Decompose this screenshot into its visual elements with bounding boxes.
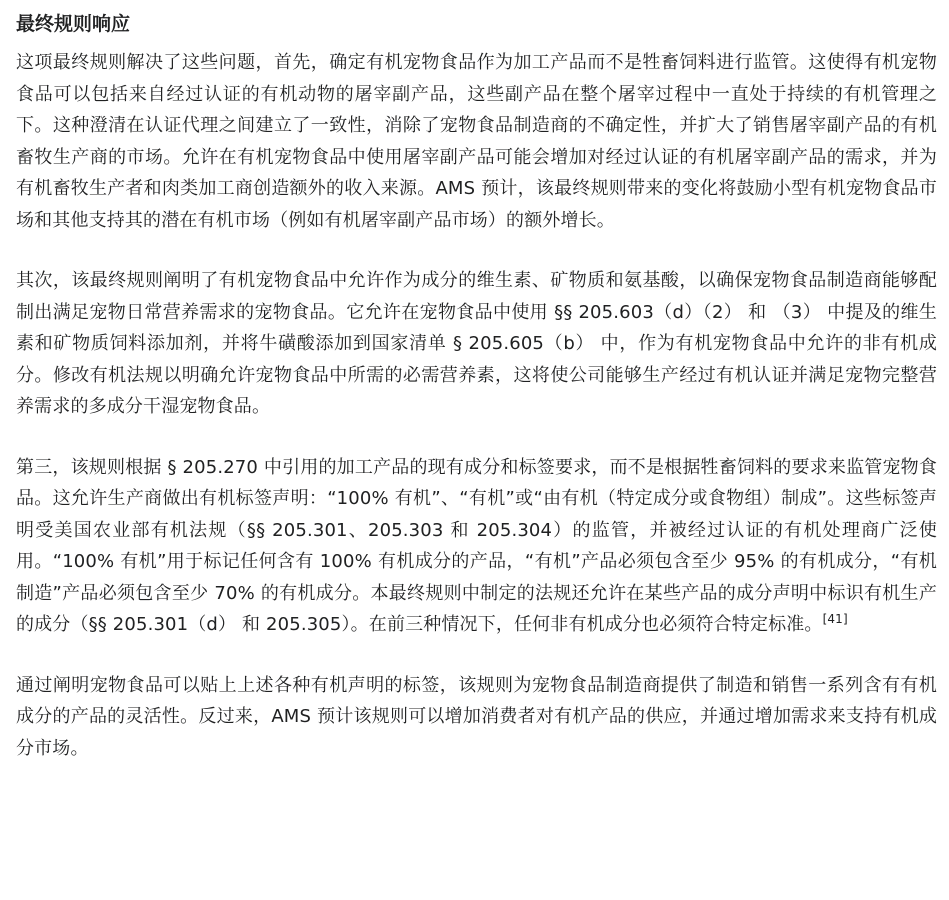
paragraph-text: 通过阐明宠物食品可以贴上上述各种有机声明的标签，该规则为宠物食品制造商提供了制造和销售一系列含有有机成分的产品的灵活性。反过来，AMS 预计该规则可以增加消费者对有机产品的供应，并通过增加需求来支持有机成分市场。 — [16, 674, 937, 759]
paragraph-pet-food-regulation — [16, 47, 937, 236]
paragraph-text: 第三，该规则根据 § 205.270 中引用的加工产品的现有成分和标签要求，而不是根据牲畜饲料的要求来监管宠物食品。这允许生产商做出有机标签声明：“100% 有机”、“有机”或“由有机（特定成分或食物组）制成”。这些标签声明受美国农业部有机法规（§§ 205.301、205.303 和 205.304）的监管，并被经过认证的有机处理商广泛使用。“100% 有机”用于标记任何含有 100% 有机成分的产品，“有机”产品必须包含至少 95% 的有机成分，“有机制造”产品必须包含至少 70% 的有机成分。本最终规则中制定的法规还允许在某些产品的成分声明中标识有机生产的成分（§§ 205.301（d） 和 205.305）。在前三种情况下，任何非有机成分也必须符合特定标准。 — [16, 456, 937, 635]
paragraph-nutrients — [16, 265, 937, 423]
paragraph-flexibility — [16, 670, 937, 765]
paragraph-labeling — [16, 452, 937, 641]
section-heading: 最终规则响应 — [16, 13, 131, 35]
paragraph-text: 其次，该最终规则阐明了有机宠物食品中允许作为成分的维生素、矿物质和氨基酸，以确保宠物食品制造商能够配制出满足宠物日常营养需求的宠物食品。它允许在宠物食品中使用 §§ 205.603（d）（2） 和 （3） 中提及的维生素和矿物质饲料添加剂，并将牛磺酸添加到国家清单 § 205.605（b） 中，作为有机宠物食品中允许的非有机成分。修改有机法规以明确允许宠物食品中所需的必需营养素，这将使公司能够生产经过有机认证并满足宠物完整营养需求的多成分干湿宠物食品。 — [16, 270, 937, 417]
paragraph-text: 这项最终规则解决了这些问题，首先，确定有机宠物食品作为加工产品而不是牲畜饲料进行监管。这使得有机宠物食品可以包括来自经过认证的有机动物的屠宰副产品，这些副产品在整个屠宰过程中一直处于持续的有机管理之下。这种澄清在认证代理之间建立了一致性，消除了宠物食品制造商的不确定性，并扩大了销售屠宰副产品的有机畜牧生产商的市场。允许在有机宠物食品中使用屠宰副产品可能会增加对经过认证的有机屠宰副产品的需求，并为有机畜牧生产者和肉类加工商创造额外的收入来源。AMS 预计，该最终规则带来的变化将鼓励小型有机宠物食品市场和其他支持其的潜在有机市场（例如有机屠宰副产品市场）的额外增长。 — [16, 52, 937, 231]
citation-reference-link[interactable]: [41] — [822, 612, 848, 626]
